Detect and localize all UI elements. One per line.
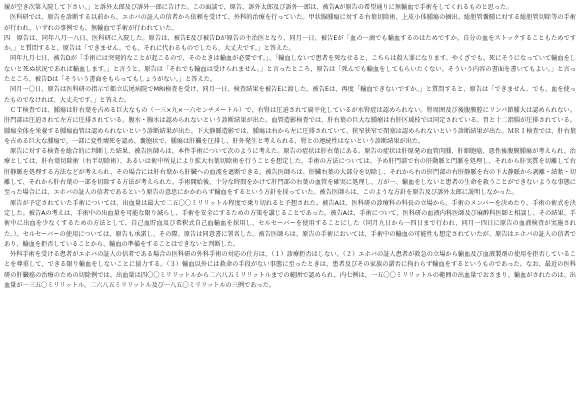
- paragraph-2: 医科研では、原告を診断する以前から、エホバの証人の信者から依頼を受けて、外科的治療を行っていた。甲状腺腫瘍に対する右葉切除術、上皮小体腫瘍の摘出、総胆管嚢腫に対する総胆管切除等の手術が行われ、いずれの事例でも、無輸血で手術が行われていた。: [4, 14, 576, 32]
- paragraph-4: 同年九月七日、被告Dが「手術には突発的なことが起こるので、そのときは輸血が必要です。」、「輸血しないで患者を死なせると、こちらは殺人罪になります。やくざでも、死にそうになっていて輸血をしないと死ぬ状況であれば輸血します。」と言うと、原告は「それでも輸血は受けられません。」と言ったところ、原告は「死んでも輸血をしてもらいたくない。そういう内容の書面を書いてもよい。」と言ったところ、被告Dは「そういう書面をもらってもしょうがない。」と答えた。: [4, 55, 576, 84]
- paragraph-5: 同月一〇日、原告は医科研の指示で都立広尾病院でMRI検査を受け、同月一日、検査結果を被告Eに渡した。被告Eは、再度「輸血できないですか。」と質問すると、原告は「できません。でも、血を使ったものでなければ、大丈夫です。」と答えた。: [4, 86, 576, 104]
- paragraph-8: 原告が予定されていた手術については、出血量は最大で二五〇〇ミリリットル程度で乗り切れると予想された。被告Aは、医科研の診療科の科長の立場から、手術のメンバーを決めたり、手術の術式を決定した。被告Aの考えは、手術中の出血量を可能な限り減らし、手術を安全にするための方策を講じることであった。被告Aは、手術について、医科研の血液内科医師及び麻酔科医師と相談し、その結果、手術中に出血を少なくするための方法として、自己血貯血及び希釈式自己血輸血を採用し、セルセーバーを使用することにした（同月九日から一四日まで行われ、同月一四日に原告の血液検査が実施された。）。セルセーバーの使用については、原告も承諾し、その際、原告は同意書に署名した。被告医師らは、原告の手術においては、手術中の輸血の可能性も想定されていたが、原告はエホバの証人の信者であり、輸血を拒否していることから、輸血の準備をすることはできないと判断した。: [4, 199, 576, 248]
- paragraph-3: 四 原告は、同年八月一八日、医科研に入院した。原告は、被告E及び被告Dが原告の主治医となり、同月一日、被告Eが「血の一滴でも輸血するのはためですか。自分の血をストックすることもためですか。」と質問すると、原告は「できません。でも、それに代わるものでしたら、大丈夫です。」と答えた。: [4, 34, 576, 53]
- document-page: [4, 3, 576, 407]
- paragraph-6: ＣＴ検査では、腫瘍は肝右葉を占める巨大なもの（一三×九×一六センチメートル）で、右腎は圧迫されて扁平化しているが水腎症は認められない。腎周囲及び後腹膜腔にリンパ節腫大は認められない。肝門部は圧迫されて左方に圧排されている。腹水・胸水は認められないという診断結果が出た。血管造影検査では、肝右葉の巨大な腫瘤は右肝区域枝では同定されている。胃と十二指腸が圧排されている。腫瘍全体を栄養する腫瘍血管は認められないという診断結果が出た。下大静脈造影では、腫瘍は右から左に圧排されていて、狭窄狭窄で閉塞は認められないという診断結果が出た。ＭＲＩ検査では、肝右葉を占める巨大な腫瘍で、一部に変性壊死を認め、嚢胞状で、腫瘍は肝臓を圧排し、肝外発生と考えられる、腎との連続性はないという診断結果が出た。: [4, 106, 576, 145]
- paragraph-7: 原告に対する検査を総合的に判断した結果、被告医師らは、本件手術について次のように考えた。原告の症状は肝右葉にある。原告の症状は肝原発の血管肉腫、肝細胞癌、悪性後腹膜腫瘍が考えられ、治療としては、肝右葉切除術（右半切除術）、あるいは術中所見により拡大右葉切除術を行うことを想定した。手術の方法については、予め肝門部で右の肝動脈と門脈を処理し、それから肝実質を切離して右肝静脈を処理する方法などが考えられ、その場合には肝右葉から肝臓への血流を遮断できる。被告医師らは、肝臓右葉の大部分を切除し、それから右の肝門部の右肝静脈を右の下大静脈から剥離・結紮・切離して、それから肝右葉の一部を切除する方法が考えられた。手術開始後、十分な時間をかけて肝門部の右葉の血管を確実に処理し、万が一、輸血をしないと患者の生命を救うことができないような事態に至った場合には、エホバの証人の信者であるという原告の意思にかかわらず輸血をするという方針を採っていた。被告医師らは、このような方針を原告及び訴外太郎に説明しなかった。: [4, 148, 576, 197]
- paragraph-9: 外科手術を受ける患者がエホバの証人の信者である場合の医科研の外科手術の対応の仕方は、（１）診療拒否はしない。（２）エホバの証人患者が救急の立場から輸血及び血液製剤の使用を拒否していることを尊重して、できる限り輸血をしないことに協力する。（３）輸血以外には救命の手段がない事態に至ったときは、患者及びその家族の諾否に拘わらず輸血をするというものであった。なお、最近の医科研の肝臓癌の治療のための切除例では、出血量は四〇〇ミリリットルから二六八五ミリリットルまでの範囲で認められ、内七例は、一五〇〇ミリリットルの範囲の出血量でおさまり、輸血がされたのは、出血量が一三五〇ミリリットル、二六八五ミリリットル及び一八五〇ミリリットルの三例であった。: [4, 251, 576, 290]
- paragraph-1: 履が空き次第入院して下さい。」と訴外太郎及び訴外一郎に告げた。この面談で、原告、訴外太郎及び訴外一郎は、被告Aが原告の希望通りに無輸血で手術をしてくれるものと思った。: [4, 4, 513, 11]
